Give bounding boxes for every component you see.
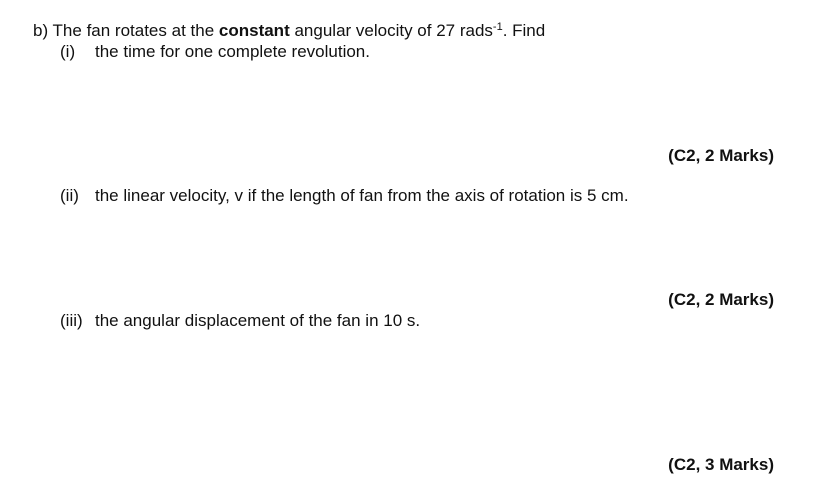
part-ii — [60, 186, 629, 206]
stem-prefix: The fan rotates at the — [52, 21, 215, 40]
question-label: b) — [33, 21, 49, 40]
question-stem — [33, 21, 545, 41]
part-i-marks: (C2, 2 Marks) — [668, 146, 774, 165]
part-iii-text: the angular displacement of the fan in 10 s. — [95, 311, 421, 330]
part-iii — [60, 311, 420, 331]
part-ii-label: (ii) — [60, 186, 79, 205]
part-ii-text: the linear velocity, v if the length of fan from the axis of rotation is 5 cm. — [95, 186, 629, 205]
part-i — [60, 42, 370, 62]
stem-mid: angular velocity of 27 rads — [294, 21, 493, 40]
part-i-text: the time for one complete revolution. — [95, 42, 370, 61]
part-iii-label: (iii) — [60, 311, 83, 330]
stem-bold-word: constant — [218, 21, 290, 40]
part-i-label: (i) — [60, 42, 76, 61]
part-ii-marks: (C2, 2 Marks) — [668, 290, 774, 309]
stem-superscript: -1 — [492, 21, 503, 33]
part-iii-marks: (C2, 3 Marks) — [668, 455, 774, 474]
stem-suffix: . Find — [502, 21, 546, 40]
